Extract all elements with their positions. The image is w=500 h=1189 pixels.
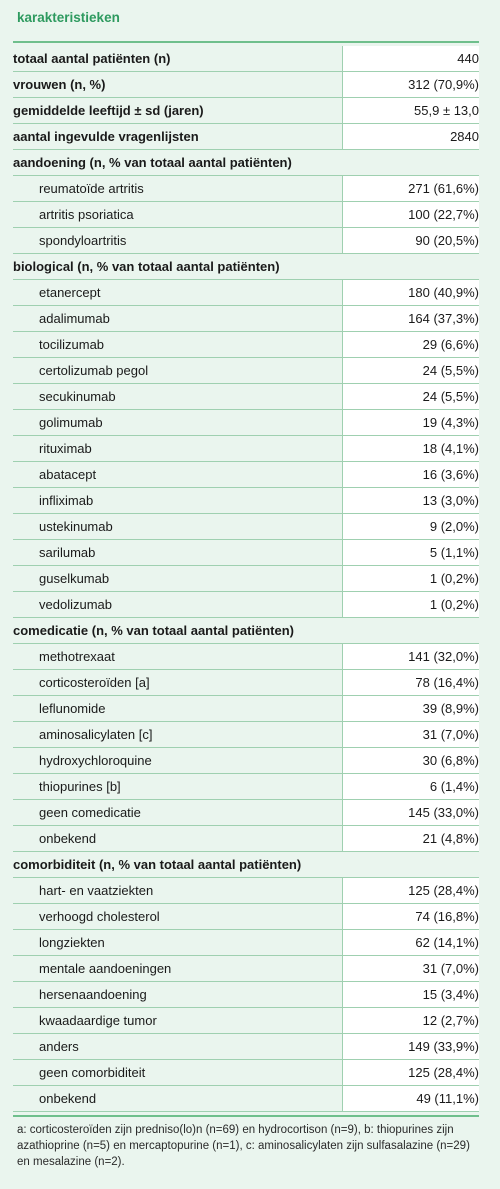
row-value: 90 (20,5%) — [342, 228, 479, 254]
section-header-row — [13, 618, 479, 644]
row-label: abatacept — [13, 462, 342, 488]
row-label: ustekinumab — [13, 514, 342, 540]
table-row — [13, 72, 479, 98]
table-row — [13, 748, 479, 774]
row-value: 1 (0,2%) — [342, 566, 479, 592]
characteristics-table — [13, 46, 479, 1112]
row-label: geen comorbiditeit — [13, 1060, 342, 1086]
row-value: 141 (32,0%) — [342, 644, 479, 670]
row-label: aantal ingevulde vragenlijsten — [13, 124, 342, 150]
table-row — [13, 1086, 479, 1112]
row-value: 15 (3,4%) — [342, 982, 479, 1008]
row-label: tocilizumab — [13, 332, 342, 358]
row-label: hersenaandoening — [13, 982, 342, 1008]
row-value: 18 (4,1%) — [342, 436, 479, 462]
row-label: artritis psoriatica — [13, 202, 342, 228]
table-row — [13, 436, 479, 462]
table-row — [13, 488, 479, 514]
row-value: 164 (37,3%) — [342, 306, 479, 332]
section-label: comedicatie (n, % van totaal aantal patiënten) — [13, 618, 479, 644]
table-row — [13, 384, 479, 410]
bottom-divider — [13, 1115, 479, 1117]
row-value: 39 (8,9%) — [342, 696, 479, 722]
table-row — [13, 1060, 479, 1086]
row-value: 440 — [342, 46, 479, 72]
section-header-row — [13, 150, 479, 176]
row-value: 6 (1,4%) — [342, 774, 479, 800]
row-value: 1 (0,2%) — [342, 592, 479, 618]
table-row — [13, 280, 479, 306]
row-value: 5 (1,1%) — [342, 540, 479, 566]
table-row — [13, 306, 479, 332]
row-label: rituximab — [13, 436, 342, 462]
table-row — [13, 1008, 479, 1034]
row-label: golimumab — [13, 410, 342, 436]
row-value: 24 (5,5%) — [342, 384, 479, 410]
row-value: 55,9 ± 13,0 — [342, 98, 479, 124]
row-label: vrouwen (n, %) — [13, 72, 342, 98]
row-value: 31 (7,0%) — [342, 956, 479, 982]
row-label: sarilumab — [13, 540, 342, 566]
row-value: 29 (6,6%) — [342, 332, 479, 358]
row-value: 49 (11,1%) — [342, 1086, 479, 1112]
row-label: longziekten — [13, 930, 342, 956]
row-label: leflunomide — [13, 696, 342, 722]
section-label: comorbiditeit (n, % van totaal aantal patiënten) — [13, 852, 479, 878]
table-row — [13, 1034, 479, 1060]
row-label: anders — [13, 1034, 342, 1060]
table-row — [13, 202, 479, 228]
row-value: 9 (2,0%) — [342, 514, 479, 540]
table-row — [13, 956, 479, 982]
table-title: karakteristieken — [17, 10, 120, 25]
row-value: 271 (61,6%) — [342, 176, 479, 202]
table-row — [13, 904, 479, 930]
row-value: 100 (22,7%) — [342, 202, 479, 228]
row-label: geen comedicatie — [13, 800, 342, 826]
table-row — [13, 982, 479, 1008]
table-row — [13, 176, 479, 202]
table-row — [13, 826, 479, 852]
row-label: etanercept — [13, 280, 342, 306]
row-label: totaal aantal patiënten (n) — [13, 46, 342, 72]
row-label: vedolizumab — [13, 592, 342, 618]
section-label: aandoening (n, % van totaal aantal patiënten) — [13, 150, 479, 176]
row-label: guselkumab — [13, 566, 342, 592]
table-row — [13, 696, 479, 722]
row-label: adalimumab — [13, 306, 342, 332]
row-value: 31 (7,0%) — [342, 722, 479, 748]
table-row — [13, 358, 479, 384]
row-label: corticosteroïden [a] — [13, 670, 342, 696]
row-value: 78 (16,4%) — [342, 670, 479, 696]
row-label: hart- en vaatziekten — [13, 878, 342, 904]
row-value: 125 (28,4%) — [342, 878, 479, 904]
table-row — [13, 774, 479, 800]
table-row — [13, 462, 479, 488]
table-row — [13, 540, 479, 566]
section-label: biological (n, % van totaal aantal patiënten) — [13, 254, 479, 280]
table-row — [13, 592, 479, 618]
table-body — [13, 46, 479, 1112]
footnote: a: corticosteroïden zijn predniso(lo)n (n=69) en hydrocortison (n=9), b: thiopurines zijn azathioprine (n=5) en mercaptopurine (n=1), c: aminosalicylaten zijn sulfasalazine (n=29) en mesalazine (n=2). — [17, 1124, 470, 1168]
row-value: 180 (40,9%) — [342, 280, 479, 306]
row-label: onbekend — [13, 826, 342, 852]
row-value: 24 (5,5%) — [342, 358, 479, 384]
row-label: secukinumab — [13, 384, 342, 410]
row-label: aminosalicylaten [c] — [13, 722, 342, 748]
row-label: kwaadaardige tumor — [13, 1008, 342, 1034]
row-value: 16 (3,6%) — [342, 462, 479, 488]
table-row — [13, 878, 479, 904]
section-header-row — [13, 254, 479, 280]
row-label: methotrexaat — [13, 644, 342, 670]
row-label: onbekend — [13, 1086, 342, 1112]
row-label: thiopurines [b] — [13, 774, 342, 800]
row-label: verhoogd cholesterol — [13, 904, 342, 930]
row-label: hydroxychloroquine — [13, 748, 342, 774]
table-row — [13, 722, 479, 748]
section-header-row — [13, 852, 479, 878]
row-value: 13 (3,0%) — [342, 488, 479, 514]
table-row — [13, 98, 479, 124]
row-value: 149 (33,9%) — [342, 1034, 479, 1060]
table-row — [13, 46, 479, 72]
row-label: reumatoïde artritis — [13, 176, 342, 202]
table-row — [13, 332, 479, 358]
row-value: 21 (4,8%) — [342, 826, 479, 852]
row-value: 62 (14,1%) — [342, 930, 479, 956]
row-value: 30 (6,8%) — [342, 748, 479, 774]
table-row — [13, 670, 479, 696]
table-row — [13, 930, 479, 956]
row-value: 12 (2,7%) — [342, 1008, 479, 1034]
row-label: mentale aandoeningen — [13, 956, 342, 982]
row-value: 2840 — [342, 124, 479, 150]
title-divider — [13, 41, 479, 43]
table-row — [13, 514, 479, 540]
table-row — [13, 566, 479, 592]
row-label: spondyloartritis — [13, 228, 342, 254]
row-value: 19 (4,3%) — [342, 410, 479, 436]
table-row — [13, 124, 479, 150]
row-label: gemiddelde leeftijd ± sd (jaren) — [13, 98, 342, 124]
row-label: certolizumab pegol — [13, 358, 342, 384]
row-value: 74 (16,8%) — [342, 904, 479, 930]
row-label: infliximab — [13, 488, 342, 514]
row-value: 125 (28,4%) — [342, 1060, 479, 1086]
table-row — [13, 228, 479, 254]
table-row — [13, 410, 479, 436]
table-row — [13, 800, 479, 826]
row-value: 145 (33,0%) — [342, 800, 479, 826]
table-row — [13, 644, 479, 670]
row-value: 312 (70,9%) — [342, 72, 479, 98]
